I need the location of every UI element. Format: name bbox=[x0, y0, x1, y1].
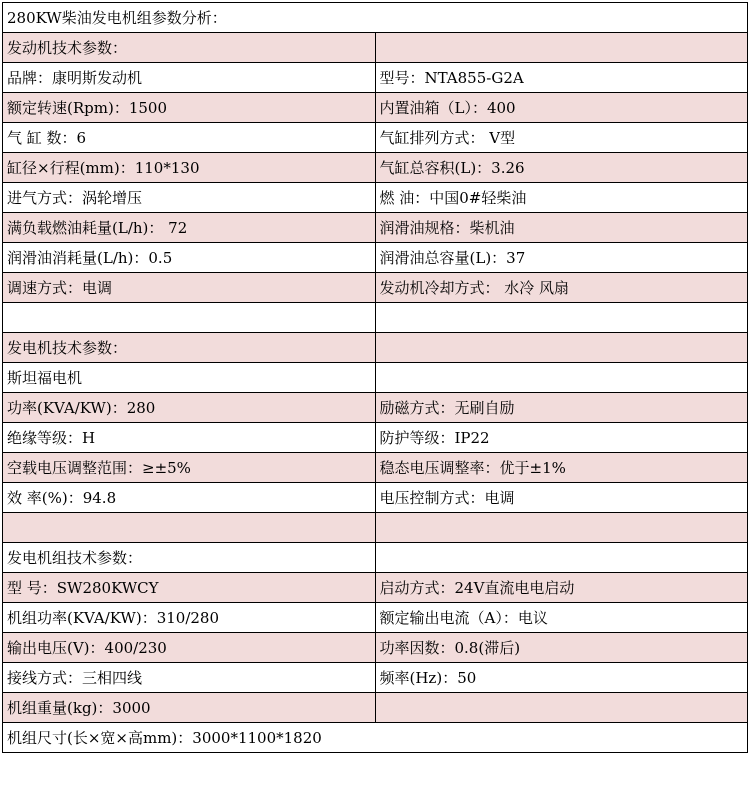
right-cell: 启动方式：24V直流电电启动 bbox=[375, 573, 748, 603]
table-row bbox=[3, 303, 748, 333]
right-cell: 额定输出电流（A）：电议 bbox=[375, 603, 748, 633]
right-cell: 电压控制方式：电调 bbox=[375, 483, 748, 513]
table-row bbox=[3, 33, 748, 63]
right-cell bbox=[375, 543, 748, 573]
table-row bbox=[3, 603, 748, 633]
table-row bbox=[3, 333, 748, 363]
spec-table bbox=[2, 2, 748, 753]
title-row bbox=[3, 3, 748, 33]
left-cell: 缸径×行程(mm)：110*130 bbox=[3, 153, 376, 183]
left-cell: 机组重量(kg)：3000 bbox=[3, 693, 376, 723]
right-cell: 气缸总容积(L)：3.26 bbox=[375, 153, 748, 183]
footer-row bbox=[3, 723, 748, 753]
left-cell: 空载电压调整范围：≥±5% bbox=[3, 453, 376, 483]
left-cell: 接线方式：三相四线 bbox=[3, 663, 376, 693]
right-cell: 气缸排列方式： V型 bbox=[375, 123, 748, 153]
left-cell: 输出电压(V)：400/230 bbox=[3, 633, 376, 663]
left-cell bbox=[3, 513, 376, 543]
table-row bbox=[3, 573, 748, 603]
left-cell: 效 率(%)：94.8 bbox=[3, 483, 376, 513]
right-cell bbox=[375, 33, 748, 63]
left-cell: 发电机组技术参数： bbox=[3, 543, 376, 573]
table-row bbox=[3, 63, 748, 93]
table-row bbox=[3, 663, 748, 693]
left-cell: 机组功率(KVA/KW)：310/280 bbox=[3, 603, 376, 633]
left-cell: 进气方式：涡轮增压 bbox=[3, 183, 376, 213]
right-cell: 防护等级：IP22 bbox=[375, 423, 748, 453]
table-row bbox=[3, 273, 748, 303]
left-cell: 调速方式：电调 bbox=[3, 273, 376, 303]
left-cell: 气 缸 数：6 bbox=[3, 123, 376, 153]
right-cell: 稳态电压调整率：优于±1% bbox=[375, 453, 748, 483]
left-cell: 型 号：SW280KWCY bbox=[3, 573, 376, 603]
table-row bbox=[3, 543, 748, 573]
left-cell: 润滑油消耗量(L/h)：0.5 bbox=[3, 243, 376, 273]
footer-cell: 机组尺寸(长×宽×高mm)：3000*1100*1820 bbox=[3, 723, 748, 753]
right-cell bbox=[375, 363, 748, 393]
table-row bbox=[3, 633, 748, 663]
table-row bbox=[3, 123, 748, 153]
left-cell: 满负载燃油耗量(L/h)： 72 bbox=[3, 213, 376, 243]
right-cell bbox=[375, 303, 748, 333]
table-title: 280KW柴油发电机组参数分析： bbox=[3, 3, 748, 33]
right-cell bbox=[375, 333, 748, 363]
table-row bbox=[3, 363, 748, 393]
left-cell: 绝缘等级：H bbox=[3, 423, 376, 453]
table-row bbox=[3, 153, 748, 183]
right-cell: 润滑油规格：柴机油 bbox=[375, 213, 748, 243]
right-cell: 发动机冷却方式： 水冷 风扇 bbox=[375, 273, 748, 303]
left-cell: 斯坦福电机 bbox=[3, 363, 376, 393]
left-cell: 品牌：康明斯发动机 bbox=[3, 63, 376, 93]
table-row bbox=[3, 213, 748, 243]
left-cell bbox=[3, 303, 376, 333]
table-row bbox=[3, 693, 748, 723]
right-cell: 燃 油：中国0#轻柴油 bbox=[375, 183, 748, 213]
table-row bbox=[3, 93, 748, 123]
left-cell: 发电机技术参数： bbox=[3, 333, 376, 363]
right-cell: 励磁方式：无刷自励 bbox=[375, 393, 748, 423]
right-cell: 润滑油总容量(L)：37 bbox=[375, 243, 748, 273]
left-cell: 发动机技术参数： bbox=[3, 33, 376, 63]
right-cell: 型号：NTA855-G2A bbox=[375, 63, 748, 93]
right-cell: 功率因数：0.8(滞后) bbox=[375, 633, 748, 663]
table-row bbox=[3, 243, 748, 273]
spec-table-body bbox=[3, 3, 748, 753]
left-cell: 功率(KVA/KW)：280 bbox=[3, 393, 376, 423]
table-row bbox=[3, 513, 748, 543]
table-row bbox=[3, 483, 748, 513]
right-cell: 频率(Hz)：50 bbox=[375, 663, 748, 693]
table-row bbox=[3, 393, 748, 423]
right-cell: 内置油箱（L）：400 bbox=[375, 93, 748, 123]
table-row bbox=[3, 453, 748, 483]
right-cell bbox=[375, 513, 748, 543]
right-cell bbox=[375, 693, 748, 723]
table-row bbox=[3, 423, 748, 453]
table-row bbox=[3, 183, 748, 213]
left-cell: 额定转速(Rpm)：1500 bbox=[3, 93, 376, 123]
